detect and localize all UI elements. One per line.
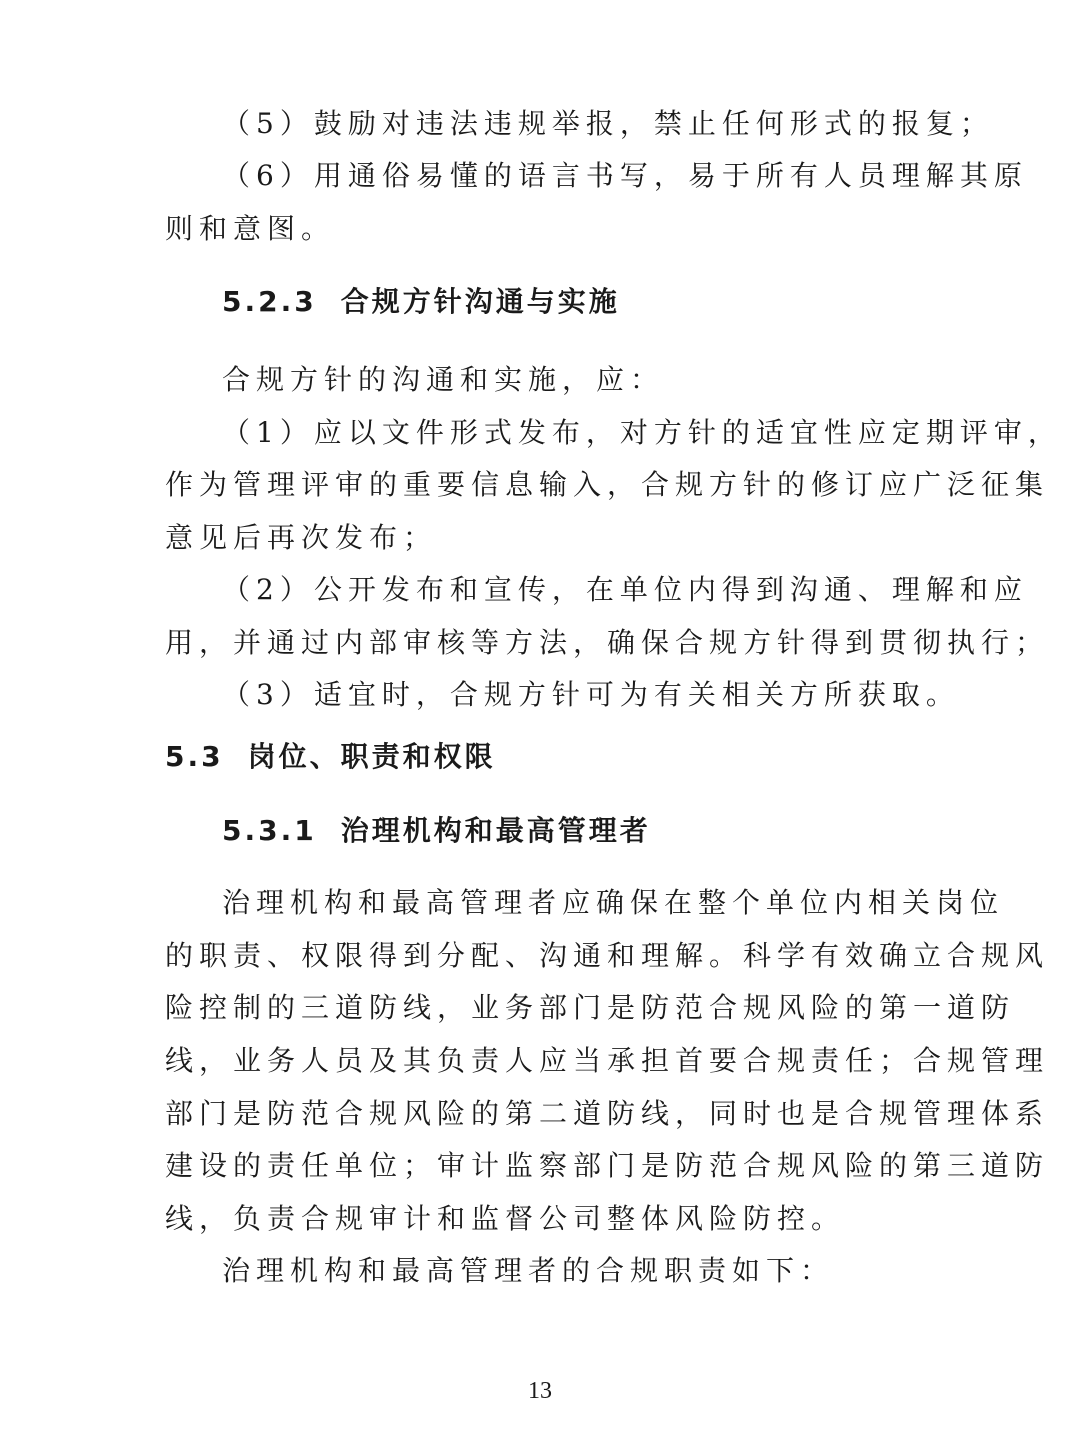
section-heading-5-2-3 (222, 282, 620, 322)
paragraph-line: 意见后再次发布； (165, 521, 438, 554)
paragraph-line: 合规方针的沟通和实施，应： (222, 363, 665, 396)
paragraph-line: 的职责、权限得到分配、沟通和理解。科学有效确立合规风 (165, 939, 1050, 972)
paragraph-line: （5）鼓励对违法违规举报，禁止任何形式的报复； (222, 107, 994, 140)
paragraph-line: 部门是防范合规风险的第二道防线，同时也是合规管理体系 (165, 1097, 1050, 1130)
paragraph-line: 线，业务人员及其负责人应当承担首要合规责任；合规管理 (165, 1044, 1050, 1077)
paragraph-line: 治理机构和最高管理者的合规职责如下： (222, 1254, 835, 1287)
paragraph-line: 线，负责合规审计和监督公司整体风险防控。 (165, 1202, 846, 1235)
section-title: 治理机构和最高管理者 (340, 814, 651, 847)
section-heading-5-3-1 (222, 811, 651, 851)
paragraph-line: 用，并通过内部审核等方法，确保合规方针得到贯彻执行； (165, 626, 1050, 659)
section-heading-5-3 (165, 737, 496, 777)
paragraph-line: 建设的责任单位；审计监察部门是防范合规风险的第三道防 (165, 1149, 1050, 1182)
paragraph-line: （6）用通俗易懂的语言书写，易于所有人员理解其原 (222, 159, 1028, 192)
paragraph-line: 治理机构和最高管理者应确保在整个单位内相关岗位 (222, 886, 1005, 919)
paragraph-line: （3）适宜时，合规方针可为有关相关方所获取。 (222, 678, 960, 711)
paragraph-line: 险控制的三道防线，业务部门是防范合规风险的第一道防 (165, 991, 1016, 1024)
section-title: 合规方针沟通与实施 (340, 285, 620, 318)
paragraph-line: （1）应以文件形式发布，对方针的适宜性应定期评审， (222, 416, 1062, 449)
paragraph-line: 则和意图。 (165, 212, 336, 245)
paragraph-line: 作为管理评审的重要信息输入，合规方针的修订应广泛征集 (165, 468, 1050, 501)
section-number: 5.3 (165, 740, 224, 773)
section-number: 5.3.1 (222, 814, 317, 847)
paragraph-line: （2）公开发布和宣传，在单位内得到沟通、理解和应 (222, 573, 1028, 606)
section-number: 5.2.3 (222, 285, 317, 318)
page-number: 13 (528, 1378, 552, 1404)
section-title: 岗位、职责和权限 (247, 740, 496, 773)
